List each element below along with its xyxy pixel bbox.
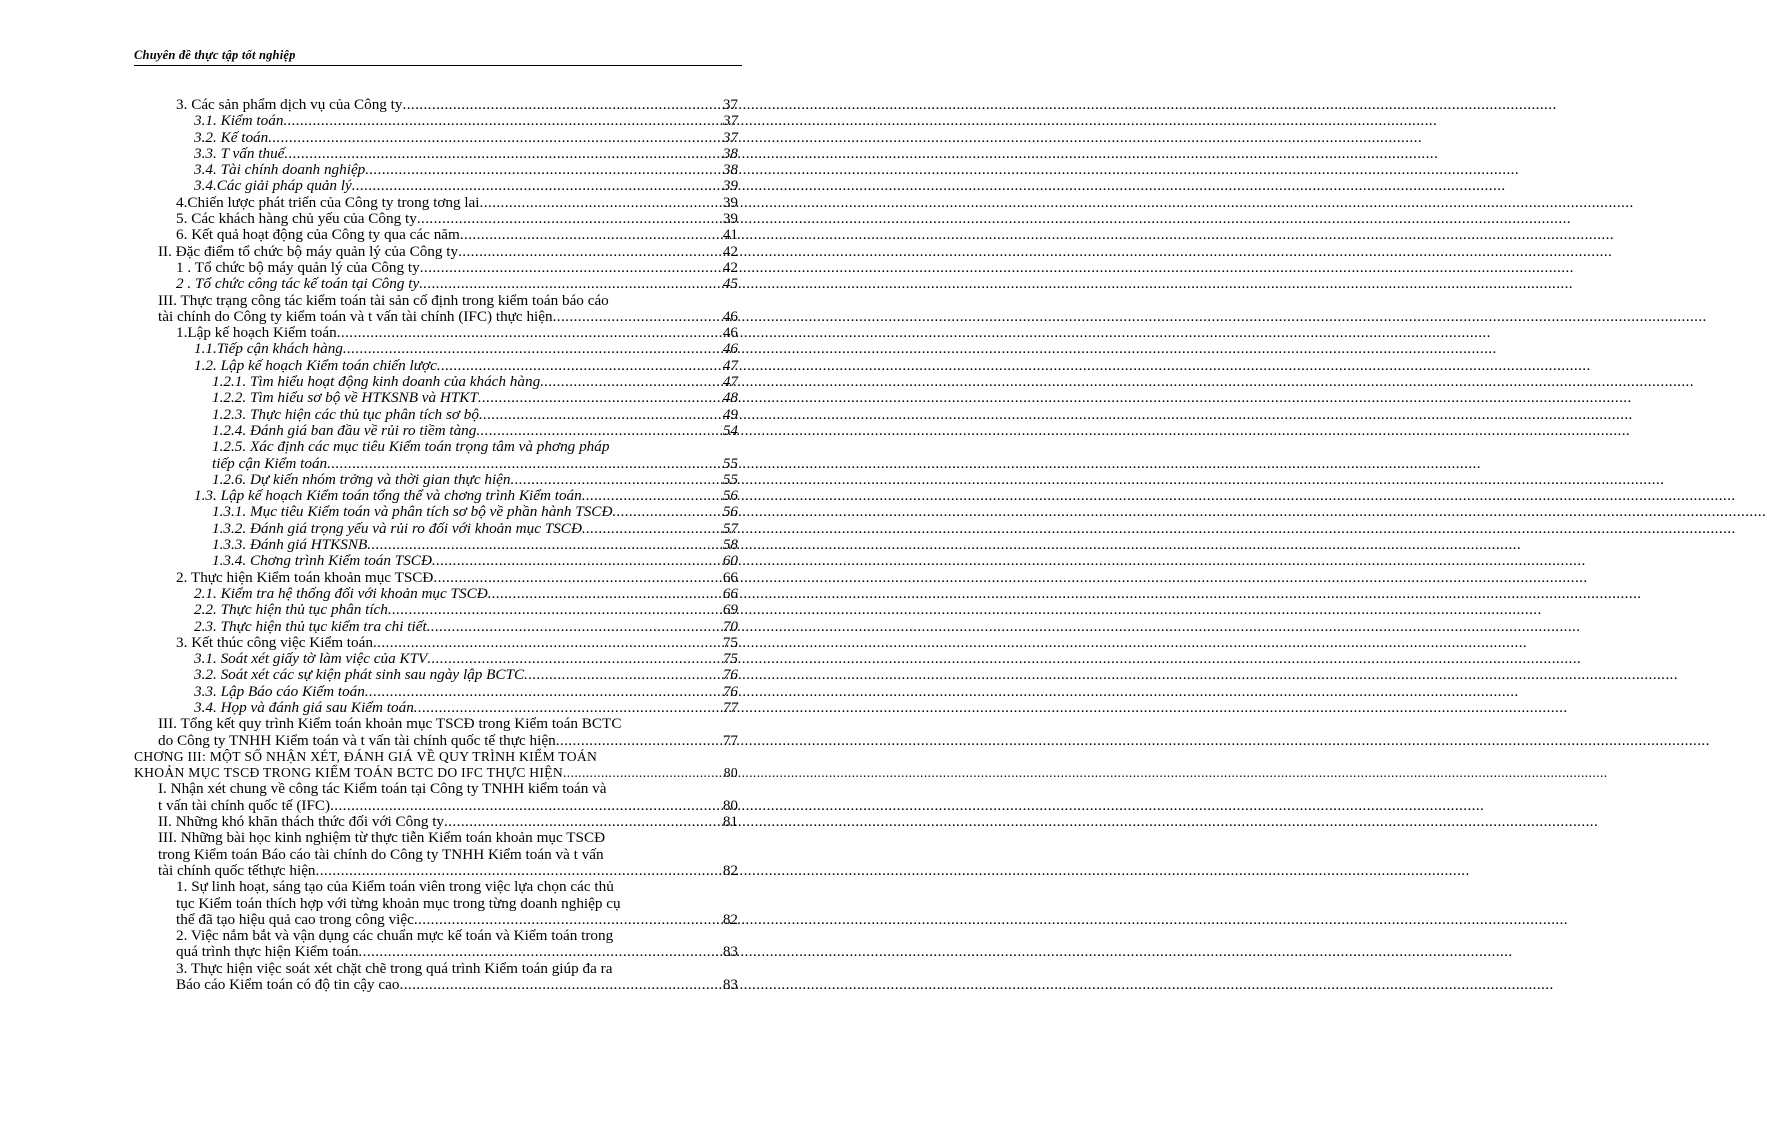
toc-entry-page: 55 xyxy=(722,454,738,472)
toc-entry-page: 55 xyxy=(722,470,738,488)
toc-leader-dots xyxy=(478,390,723,406)
toc-leader-dots xyxy=(400,977,723,993)
toc-entry-page: 42 xyxy=(722,242,738,260)
toc-entry xyxy=(0,325,816,341)
toc-leader-dots xyxy=(444,814,723,830)
toc-leader-dots xyxy=(330,798,723,814)
toc-entry xyxy=(0,863,816,879)
toc-leader-dots xyxy=(427,619,723,635)
toc-entry-label: 4.Chiến lược phát triển của Công ty trong tơng lai xyxy=(176,193,480,211)
toc-entry xyxy=(0,358,816,374)
toc-entry xyxy=(0,162,816,178)
toc-leader-dots xyxy=(476,423,722,439)
toc-entry-page: 39 xyxy=(722,193,738,211)
toc-entry-label: 3.1. Kiểm toán xyxy=(194,112,284,130)
toc-entry-page: 56 xyxy=(722,487,738,505)
toc-leader-dots xyxy=(414,700,723,716)
toc-entry-page: 76 xyxy=(722,666,738,684)
page-header xyxy=(134,46,742,66)
toc-entry-page: 69 xyxy=(722,601,738,619)
toc-entry-label: II. Đặc điểm tổ chức bộ máy quản lý của Công ty xyxy=(158,242,459,260)
toc-entry xyxy=(0,602,816,618)
toc-entry xyxy=(0,309,816,325)
toc-entry-label: 3. Kết thúc công việc Kiểm toán xyxy=(176,633,373,651)
toc-entry xyxy=(0,537,816,553)
toc-entry-label: tài chính quốc tếthực hiện xyxy=(158,861,316,879)
toc-entry-page: 60 xyxy=(722,552,738,570)
toc-entry-page: 75 xyxy=(722,633,738,651)
toc-leader-dots xyxy=(582,488,723,504)
toc-entry-label: 1 . Tổ chức bộ máy quản lý của Công ty xyxy=(176,258,420,276)
toc-entry xyxy=(0,195,816,211)
toc-entry xyxy=(0,830,816,846)
toc-entry-page: 39 xyxy=(722,177,738,195)
toc-entry-label: 2. Việc nắm bắt và vận dụng các chuẩn mực kế toán và Kiểm toán trong xyxy=(176,927,614,945)
toc-entry-page: 46 xyxy=(722,324,738,342)
toc-entry-label: 2. Thực hiện Kiểm toán khoản mục TSCĐ xyxy=(176,568,434,586)
toc-leader-dots xyxy=(479,407,723,423)
toc-entry-label: 1.2. Lập kế hoạch Kiểm toán chiến lược xyxy=(194,356,437,374)
toc-entry-label: Báo cáo Kiểm toán có độ tin cậy cao xyxy=(176,976,400,994)
toc-leader-dots xyxy=(427,651,722,667)
toc-entry-page: 80 xyxy=(723,765,738,781)
toc-leader-dots xyxy=(388,602,723,618)
toc-entry xyxy=(0,244,816,260)
toc-entry-page: 45 xyxy=(722,275,738,293)
toc-entry-label: tiếp cận Kiểm toán xyxy=(212,454,328,472)
toc-entry xyxy=(0,374,816,390)
toc-entry xyxy=(0,944,816,960)
toc-entry xyxy=(0,961,816,977)
toc-entry xyxy=(0,456,816,472)
toc-leader-dots xyxy=(437,358,723,374)
toc-entry-label: tài chính do Công ty kiểm toán và t vấn tài chính (IFC) thực hiện xyxy=(158,307,553,325)
toc-leader-dots xyxy=(417,211,723,227)
toc-entry-page: 81 xyxy=(722,813,738,831)
toc-leader-dots xyxy=(343,341,723,357)
toc-entry-label: I. Nhận xét chung về công tác Kiểm toán tại Công ty TNHH kiểm toán và xyxy=(158,780,607,798)
toc-entry-page: 58 xyxy=(722,536,738,554)
toc-entry-page: 66 xyxy=(722,568,738,586)
toc-entry-page: 37 xyxy=(722,96,738,113)
toc-entry xyxy=(0,472,816,488)
toc-entry-label: tục Kiểm toán thích hợp với từng khoản mục trong từng doanh nghiệp cụ xyxy=(176,894,621,912)
toc-leader-dots xyxy=(283,113,722,129)
toc-entry xyxy=(0,211,816,227)
toc-entry-page: 70 xyxy=(722,617,738,635)
toc-entry xyxy=(0,521,816,537)
toc-entry-label: III. Những bài học kinh nghiệm từ thực tiễn Kiểm toán khoản mục TSCĐ xyxy=(158,829,606,847)
toc-entry xyxy=(0,260,816,276)
toc-entry-label: CHƠNG III: MỘT SỐ NHẬN XÉT, ĐÁNH GIÁ VỀ QUY TRÌNH KIỂM TOÁN xyxy=(134,748,598,764)
toc-entry-label: II. Những khó khăn thách thức đối với Công ty xyxy=(158,813,445,831)
toc-leader-dots xyxy=(460,227,723,243)
toc-entry xyxy=(0,798,816,814)
toc-entry xyxy=(0,439,816,455)
toc-entry-page: 48 xyxy=(722,389,738,407)
toc-leader-dots xyxy=(419,276,723,292)
toc-entry xyxy=(0,879,816,895)
toc-entry-label: 1.3.1. Mục tiêu Kiểm toán và phân tích sơ bộ về phần hành TSCĐ xyxy=(212,503,613,521)
toc-entry xyxy=(0,733,816,749)
toc-leader-dots xyxy=(373,635,723,651)
toc-entry-page: 46 xyxy=(722,307,738,325)
toc-entry xyxy=(0,912,816,928)
toc-entry-page: 54 xyxy=(722,421,738,439)
toc-entry-label: 3.2. Soát xét các sự kiện phát sinh sau ngày lập BCTC xyxy=(194,666,525,684)
toc-entry-label: 3.2. Kế toán xyxy=(194,128,269,146)
toc-leader-dots xyxy=(511,472,723,488)
toc-entry xyxy=(0,390,816,406)
toc-entry xyxy=(0,977,816,993)
toc-entry-page: 76 xyxy=(722,682,738,700)
toc-leader-dots xyxy=(316,863,723,879)
toc-entry-label: 1.2.6. Dự kiến nhóm trởng và thời gian thực hiện xyxy=(212,470,511,488)
toc-entry-label: 6. Kết quả hoạt động của Công ty qua các năm xyxy=(176,226,460,244)
toc-leader-dots xyxy=(367,537,723,553)
toc-entry-label: 1.3.3. Đánh giá HTKSNB xyxy=(212,536,368,554)
toc-entry xyxy=(0,504,816,520)
toc-entry-label: 1. Sự linh hoạt, sáng tạo của Kiểm toán viên trong việc lựa chọn các thủ xyxy=(176,878,614,896)
toc-entry-label: 3.4. Họp và đánh giá sau Kiểm toán xyxy=(194,698,414,716)
toc-entry-page: 38 xyxy=(722,144,738,162)
toc-entry-page: 41 xyxy=(722,226,738,244)
toc-leader-dots xyxy=(458,244,723,260)
toc-leader-dots xyxy=(540,374,723,390)
toc-entry-page: 42 xyxy=(722,258,738,276)
toc-entry xyxy=(0,749,816,765)
toc-entry-label: 1.2.2. Tìm hiểu sơ bộ về HTKSNB và HTKT xyxy=(212,389,478,407)
toc-entry xyxy=(0,651,816,667)
table-of-contents xyxy=(0,97,816,993)
toc-entry-page: 83 xyxy=(722,943,738,961)
toc-entry-page: 82 xyxy=(722,861,738,879)
toc-leader-dots xyxy=(268,130,723,146)
toc-entry-label: 1.2.1. Tìm hiểu hoạt động kinh doanh của khách hàng xyxy=(212,373,541,391)
toc-entry-label: KHOẢN MỤC TSCĐ TRONG KIỂM TOÁN BCTC DO IFC THỰC HIỆN xyxy=(134,765,563,781)
toc-entry-page: 75 xyxy=(722,650,738,668)
toc-entry xyxy=(0,781,816,797)
toc-entry xyxy=(0,619,816,635)
toc-leader-dots xyxy=(337,325,723,341)
toc-entry-label: III. Thực trạng công tác kiểm toán tài sản cố định trong kiểm toán báo cáo xyxy=(158,291,609,309)
toc-entry-label: 2.1. Kiểm tra hệ thống đối với khoản mục TSCĐ xyxy=(194,584,488,602)
header-title: Chuyên đề thực tập tốt nghiệp xyxy=(134,48,296,62)
toc-entry-label: 1.2.5. Xác định các mục tiêu Kiểm toán trọng tâm và phơng pháp xyxy=(212,438,610,456)
toc-leader-dots xyxy=(524,667,723,683)
toc-entry-page: 47 xyxy=(722,356,738,374)
toc-entry xyxy=(0,227,816,243)
toc-entry-label: III. Tổng kết quy trình Kiểm toán khoản mục TSCĐ trong Kiểm toán BCTC xyxy=(158,715,622,733)
toc-entry xyxy=(0,293,816,309)
toc-entry-label: 3. Các sản phẩm dịch vụ của Công ty xyxy=(176,96,403,113)
toc-entry-page: 56 xyxy=(722,503,738,521)
toc-entry-label: 2.2. Thực hiện thủ tục phân tích xyxy=(194,601,388,619)
toc-entry xyxy=(0,765,816,781)
toc-entry-label: quá trình thực hiện Kiểm toán xyxy=(176,943,359,961)
toc-leader-dots xyxy=(352,178,723,194)
toc-leader-dots xyxy=(433,570,722,586)
toc-entry-label: 3.4. Tài chính doanh nghiệp xyxy=(194,161,366,179)
toc-entry xyxy=(0,553,816,569)
toc-leader-dots xyxy=(612,504,722,520)
toc-entry-label: 1.2.4. Đánh giá ban đầu về rủi ro tiềm tàng xyxy=(212,421,477,439)
toc-entry-page: 80 xyxy=(722,796,738,814)
toc-entry xyxy=(0,130,816,146)
toc-entry xyxy=(0,928,816,944)
toc-entry-page: 37 xyxy=(722,112,738,130)
toc-entry-page: 47 xyxy=(722,373,738,391)
toc-entry-label: trong Kiểm toán Báo cáo tài chính do Công ty TNHH Kiểm toán và t vấn xyxy=(158,845,604,863)
toc-entry-page: 77 xyxy=(722,698,738,716)
toc-entry xyxy=(0,896,816,912)
toc-entry-label: 1.3. Lập kế hoạch Kiểm toán tổng thể và chơng trình Kiểm toán xyxy=(194,487,582,505)
toc-entry-label: 3.4.Các giải pháp quản lý xyxy=(194,177,352,195)
toc-entry xyxy=(0,178,816,194)
toc-entry-page: 49 xyxy=(722,405,738,423)
toc-entry xyxy=(0,276,816,292)
toc-entry xyxy=(0,423,816,439)
toc-entry-label: thể đã tạo hiệu quả cao trong công việc xyxy=(176,910,414,928)
toc-entry-page: 38 xyxy=(722,161,738,179)
toc-leader-dots xyxy=(365,162,723,178)
toc-entry xyxy=(0,716,816,732)
toc-entry xyxy=(0,113,816,129)
toc-leader-dots xyxy=(582,521,723,537)
toc-entry xyxy=(0,667,816,683)
toc-leader-dots xyxy=(553,309,723,325)
toc-entry-label: 3.3. T vấn thuế xyxy=(194,144,285,162)
toc-entry-label: 1.3.4. Chơng trình Kiểm toán TSCĐ xyxy=(212,552,432,570)
toc-leader-dots xyxy=(365,684,723,700)
toc-entry-label: 1.1.Tiếp cận khách hàng xyxy=(194,340,343,358)
toc-entry xyxy=(0,700,816,716)
toc-entry-label: 1.3.2. Đánh giá trọng yếu và rủi ro đối với khoản mục TSCĐ xyxy=(212,519,582,537)
toc-entry-label: 2.3. Thực hiện thủ tục kiểm tra chi tiết xyxy=(194,617,427,635)
toc-leader-dots xyxy=(556,733,723,749)
toc-entry-page: 39 xyxy=(722,210,738,228)
toc-entry xyxy=(0,146,816,162)
toc-leader-dots xyxy=(488,586,723,602)
toc-entry-page: 83 xyxy=(722,976,738,994)
toc-leader-dots xyxy=(358,944,722,960)
toc-leader-dots xyxy=(327,456,723,472)
toc-leader-dots xyxy=(480,195,723,211)
toc-entry xyxy=(0,586,816,602)
toc-entry-page: 57 xyxy=(722,519,738,537)
toc-leader-dots xyxy=(432,553,723,569)
toc-leader-dots xyxy=(563,765,724,781)
toc-entry-label: 5. Các khách hàng chủ yếu của Công ty xyxy=(176,210,417,228)
toc-entry xyxy=(0,407,816,423)
toc-entry-label: 1.Lập kế hoạch Kiểm toán xyxy=(176,324,337,342)
toc-entry-label: 1.2.3. Thực hiện các thủ tục phân tích sơ bộ xyxy=(212,405,479,423)
toc-entry xyxy=(0,97,816,113)
toc-leader-dots xyxy=(414,912,723,928)
toc-entry-page: 77 xyxy=(722,731,738,749)
toc-leader-dots xyxy=(284,146,722,162)
toc-entry-label: 3. Thực hiện việc soát xét chặt chẽ trong quá trình Kiểm toán giúp đa ra xyxy=(176,959,613,977)
toc-entry xyxy=(0,847,816,863)
toc-entry-label: 2 . Tổ chức công tác kế toán tại Công ty xyxy=(176,275,420,293)
toc-entry-label: do Công ty TNHH Kiểm toán và t vấn tài chính quốc tế thực hiện xyxy=(158,731,556,749)
toc-entry xyxy=(0,570,816,586)
toc-entry-label: t vấn tài chính quốc tế (IFC) xyxy=(158,796,331,814)
toc-entry-page: 46 xyxy=(722,340,738,358)
toc-entry xyxy=(0,341,816,357)
toc-entry xyxy=(0,488,816,504)
toc-leader-dots xyxy=(403,97,723,113)
toc-entry-page: 37 xyxy=(722,128,738,146)
toc-leader-dots xyxy=(420,260,723,276)
toc-entry-page: 82 xyxy=(722,910,738,928)
toc-entry-page: 66 xyxy=(722,584,738,602)
toc-entry xyxy=(0,635,816,651)
toc-entry xyxy=(0,814,816,830)
toc-entry-label: 3.3. Lập Báo cáo Kiểm toán xyxy=(194,682,365,700)
toc-entry xyxy=(0,684,816,700)
toc-entry-label: 3.1. Soát xét giấy tờ làm việc của KTV xyxy=(194,650,428,668)
